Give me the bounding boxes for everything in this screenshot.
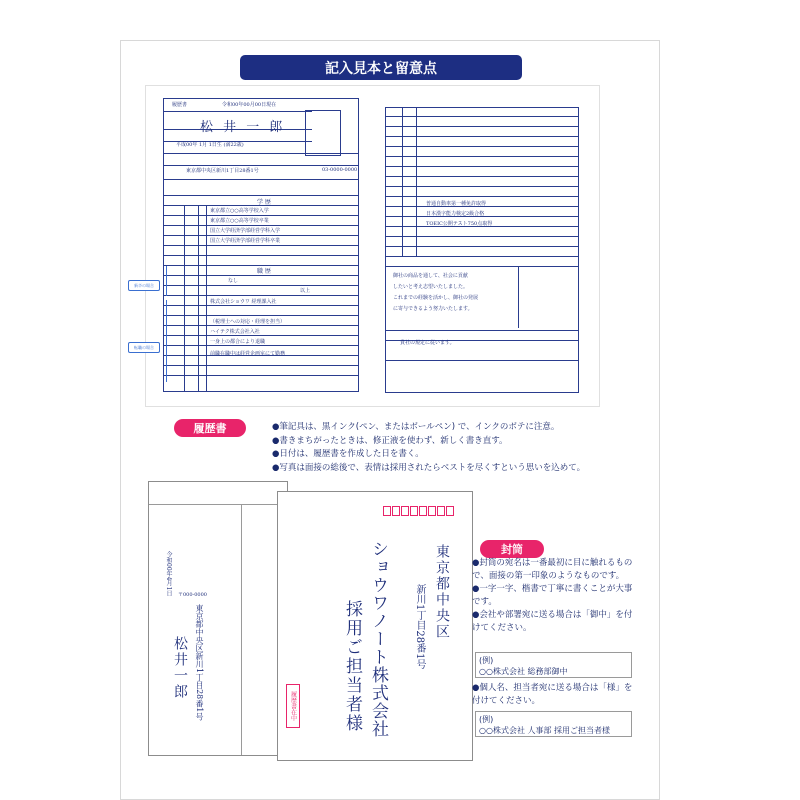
license-row: TOEIC公開テスト750点取得 xyxy=(426,221,493,227)
example-box-2 xyxy=(475,711,632,737)
work-row: 一身上の都合により退職 xyxy=(210,339,266,345)
history-row: 国立大学経済学部経営学科入学 xyxy=(210,228,281,234)
resume-address: 東京都中央区新川1丁目28番1号 xyxy=(186,168,259,174)
note-item: ●一字一字、楷書で丁寧に書くことが大事です。 xyxy=(472,584,633,607)
example-box-1 xyxy=(475,652,632,678)
envelope-back-address: 東京都中央区新川1丁目28番1号 xyxy=(195,604,204,721)
callout-career-change: 転職の場合 xyxy=(128,342,160,353)
envelope-front-recipient: 採用ご担当者様 xyxy=(342,600,362,733)
resume-birth: 平成00年 1月 1日生 (満22歳) xyxy=(176,142,244,148)
resume-notes xyxy=(272,421,632,475)
motivation-line: したいと考え志望いたしました。 xyxy=(393,284,469,290)
example-text: ○○株式会社 人事部 採用ご担当者様 xyxy=(479,726,611,735)
motivation-line: 御社の商品を通して、社会に貢献 xyxy=(393,273,468,279)
work-row: ハイテク株式会社入社 xyxy=(210,329,260,335)
history-row: 国立大学経済学部経営学科卒業 xyxy=(210,238,281,244)
motivation-line: これまでの経験を活かし、御社の発展 xyxy=(393,295,479,301)
note-item: ●写真は面接の総後で、表情は採用されたらベストを尽くすという思いを込めて。 xyxy=(272,462,586,473)
note-item: ●会社や部署宛に送る場合は「御中」を付けてください。 xyxy=(472,610,633,633)
motivation-line: に寄与できるよう努力いたします。 xyxy=(393,306,473,312)
postal-code-boxes xyxy=(383,506,454,516)
work-end: 以上 xyxy=(300,288,311,294)
section-work: 職 歴 xyxy=(257,268,271,275)
individual-note xyxy=(472,682,637,708)
example-label: (例) xyxy=(479,656,494,665)
resume-date: 令和00年00月00日現在 xyxy=(222,102,277,108)
resume-tag: 履歴書 xyxy=(174,419,246,437)
enclosure-stamp: 履歴書在中 xyxy=(286,684,300,728)
resume-form-right xyxy=(385,107,579,393)
note-item: ●筆記具は、黒インク(ペン、またはボールペン) で、インクのボテに注意。 xyxy=(272,422,560,432)
wish-line: 貴社の規定に従います。 xyxy=(400,340,455,346)
work-row: 前職在職中は経営企画室にて勤務 xyxy=(210,351,286,357)
license-row: 普通自動車第一種免許取得 xyxy=(426,201,487,207)
envelope-front-company: ショウワノート株式会社 xyxy=(368,540,388,738)
example-text: ○○株式会社 総務部御中 xyxy=(479,667,568,676)
callout-new-grad: 新卒の場合 xyxy=(128,280,160,291)
section-education: 学 歴 xyxy=(257,199,271,206)
note-item: ●封筒の宛名は一番最初に目に触れるもので、面接の第一印象のようなものです。 xyxy=(472,558,633,581)
note-item: ●日付は、履歴書を作成した日を書く。 xyxy=(272,449,424,459)
callout-bracket xyxy=(166,266,167,296)
note-item: ●個人名、担当者宛に送る場合は「様」を付けてください。 xyxy=(472,683,633,706)
page-title: 記入見本と留意点 xyxy=(240,55,522,80)
note-item: ●書きまちがったときは、修正液を使わず、新しく書き直す。 xyxy=(272,435,508,446)
envelope-back-name: 松井一郎 xyxy=(172,636,188,700)
work-row: 株式会社ショウワ 経理課入社 xyxy=(210,299,277,305)
envelope-front-address-1: 東京都中央区 xyxy=(434,544,450,640)
envelope-back xyxy=(148,481,288,756)
work-row: （税理士への対応・経理を担当） xyxy=(210,319,286,325)
license-row: 日本漢字能力検定2級合格 xyxy=(426,211,485,217)
work-none: なし xyxy=(228,278,239,284)
history-row: 東京都立○○高等学校入学 xyxy=(210,208,269,214)
resume-name: 松 井 一 郎 xyxy=(200,120,286,135)
envelope-back-postal: 〒000-0000 xyxy=(178,592,207,598)
envelope-back-date: 令和00年4月1日 xyxy=(165,551,172,597)
envelope-notes xyxy=(472,557,637,635)
photo-placeholder xyxy=(305,110,341,156)
callout-bracket xyxy=(166,300,167,382)
example-label: (例) xyxy=(479,715,494,724)
envelope-front-address-2: 新川1丁目28番1号 xyxy=(414,584,425,670)
envelope-tag: 封筒 xyxy=(480,540,544,558)
history-row: 東京都立○○高等学校卒業 xyxy=(210,218,269,224)
resume-header-label: 履歴書 xyxy=(172,102,188,108)
resume-phone: 03-0000-0000 xyxy=(322,167,358,173)
